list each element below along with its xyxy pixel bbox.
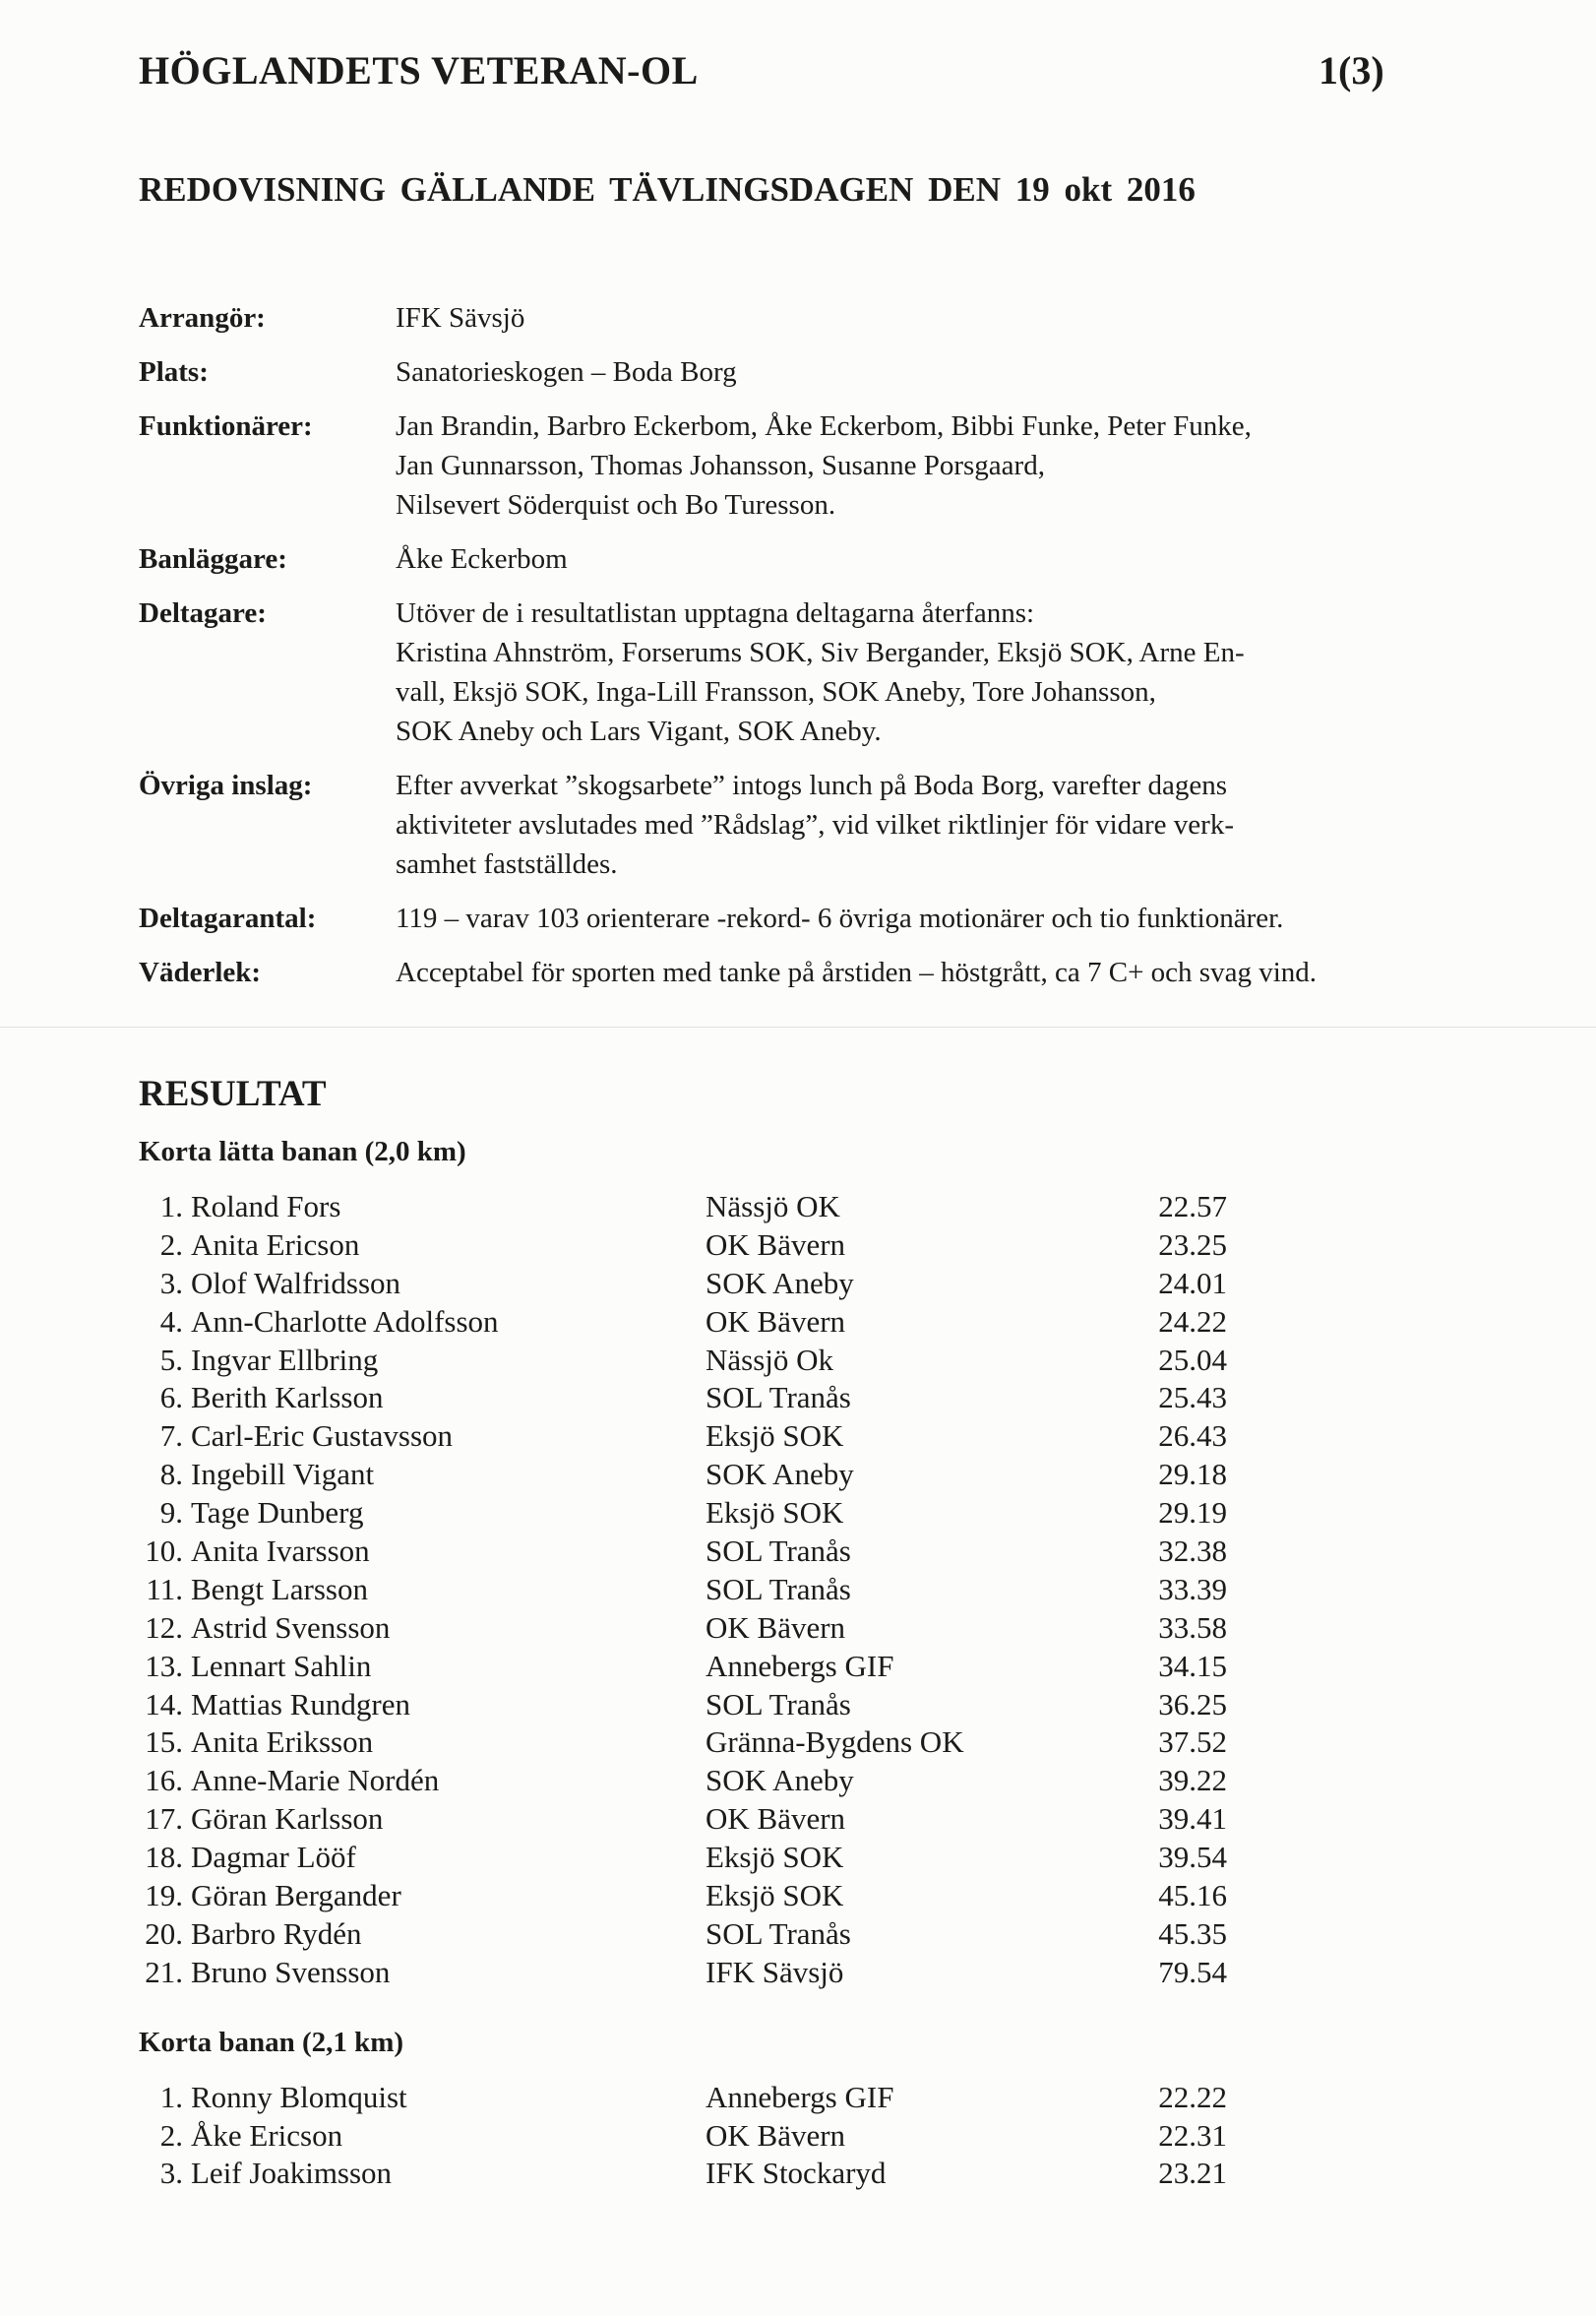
- result-club: SOK Aneby: [706, 1763, 854, 1798]
- result-row: [139, 1609, 1418, 1648]
- result-time: 45.35: [1158, 1915, 1227, 1951]
- result-time: 25.04: [1158, 1342, 1227, 1377]
- result-time: 39.41: [1158, 1801, 1227, 1837]
- info-row: [139, 953, 1516, 992]
- result-name: Anita Ivarsson: [191, 1534, 370, 1569]
- result-time: 23.25: [1158, 1226, 1227, 1262]
- result-place: 15.: [145, 1724, 183, 1760]
- result-row: [139, 1839, 1418, 1877]
- result-row: [139, 1800, 1418, 1839]
- info-value: Acceptabel för sporten med tanke på årstiden – höstgrått, ca 7 C+ och svag vind.: [396, 957, 1318, 988]
- result-name: Ann-Charlotte Adolfsson: [191, 1303, 499, 1339]
- info-label: Väderlek:: [139, 957, 262, 988]
- result-place: 6.: [159, 1380, 183, 1415]
- result-club: Nässjö OK: [706, 1189, 840, 1223]
- result-name: Göran Karlsson: [191, 1801, 384, 1837]
- result-row: [139, 1686, 1418, 1724]
- result-name: Tage Dunberg: [191, 1495, 364, 1531]
- result-row: [139, 1303, 1418, 1342]
- result-row: [139, 2079, 1418, 2117]
- result-row: [139, 1494, 1418, 1533]
- results-section: [139, 1073, 1418, 2222]
- result-time: 26.43: [1158, 1418, 1227, 1454]
- result-time: 23.21: [1158, 2156, 1227, 2191]
- result-time: 24.22: [1158, 1303, 1227, 1339]
- result-name: Anita Ericson: [191, 1226, 360, 1262]
- results-heading: RESULTAT: [139, 1074, 327, 1114]
- result-club: Eksjö SOK: [706, 1495, 844, 1531]
- course-title: Korta lätta banan (2,0 km): [139, 1136, 466, 1167]
- result-name: Roland Fors: [191, 1189, 341, 1223]
- result-place: 21.: [145, 1954, 183, 1989]
- result-place: 1.: [159, 1189, 183, 1223]
- result-club: SOL Tranås: [706, 1380, 851, 1415]
- info-row: [139, 899, 1516, 938]
- result-row: [139, 1571, 1418, 1609]
- result-section: [139, 1131, 1418, 1992]
- result-row: [139, 1456, 1418, 1494]
- result-name: Carl-Eric Gustavsson: [191, 1418, 454, 1454]
- result-club: IFK Sävsjö: [706, 1954, 844, 1989]
- info-label: Plats:: [139, 356, 209, 388]
- result-row: [139, 1379, 1418, 1417]
- result-club: OK Bävern: [706, 1303, 846, 1339]
- result-time: 25.43: [1158, 1380, 1227, 1415]
- result-club: Nässjö Ok: [706, 1342, 834, 1377]
- result-time: 32.38: [1158, 1534, 1227, 1569]
- result-time: 45.16: [1158, 1878, 1227, 1913]
- result-place: 4.: [159, 1303, 183, 1339]
- result-club: SOL Tranås: [706, 1686, 851, 1721]
- info-label: Deltagare:: [139, 597, 267, 629]
- info-row: [139, 539, 1516, 579]
- result-name: Bengt Larsson: [191, 1571, 368, 1606]
- result-section: [139, 2022, 1418, 2194]
- result-time: 22.31: [1158, 2117, 1227, 2153]
- result-row: [139, 1648, 1418, 1686]
- result-place: 2.: [159, 1226, 183, 1262]
- result-name: Ingebill Vigant: [191, 1457, 375, 1492]
- result-place: 13.: [145, 1648, 183, 1683]
- result-name: Bruno Svensson: [191, 1954, 391, 1989]
- result-club: SOL Tranås: [706, 1571, 851, 1606]
- result-name: Olof Walfridsson: [191, 1265, 401, 1300]
- fold-line: [0, 1027, 1596, 1028]
- result-row: [139, 1723, 1418, 1762]
- result-club: OK Bävern: [706, 1801, 846, 1837]
- result-time: 29.18: [1158, 1457, 1227, 1492]
- info-value: 119 – varav 103 orienterare -rekord- 6 övriga motionärer och tio funktionärer.: [396, 903, 1284, 934]
- info-value: Efter avverkat ”skogsarbete” intogs lunch på Boda Borg, varefter dagens aktiviteter avslutades med ”Rådslag”, vid vilket riktlinjer för vidare verk- samhet fastställdes.: [396, 770, 1234, 880]
- info-value: Utöver de i resultatlistan upptagna deltagarna återfanns: Kristina Ahnström, Forserums SOK, Siv Bergander, Eksjö SOK, Arne En- vall, Eksjö SOK, Inga-Lill Fransson, SOK Aneby, Tore Johansson, SOK Aneby och Lars Vigant, SOK Aneby.: [396, 597, 1245, 747]
- result-place: 9.: [159, 1495, 183, 1531]
- result-place: 8.: [159, 1457, 183, 1492]
- info-row: [139, 352, 1516, 392]
- result-name: Leif Joakimsson: [191, 2156, 393, 2191]
- result-time: 37.52: [1158, 1724, 1227, 1760]
- info-label: Övriga inslag:: [139, 770, 313, 801]
- info-label: Banläggare:: [139, 543, 287, 575]
- result-time: 39.22: [1158, 1763, 1227, 1798]
- result-row: [139, 1188, 1418, 1226]
- result-place: 14.: [145, 1686, 183, 1721]
- result-club: IFK Stockaryd: [706, 2156, 887, 2191]
- result-club: Annebergs GIF: [706, 2079, 894, 2114]
- info-value: Åke Eckerbom: [396, 543, 568, 575]
- result-row: [139, 1877, 1418, 1915]
- result-list: [139, 2079, 1418, 2194]
- event-info: [139, 298, 1516, 1007]
- result-name: Astrid Svensson: [191, 1609, 391, 1645]
- info-value: IFK Sävsjö: [396, 302, 525, 334]
- result-time: 79.54: [1158, 1954, 1227, 1989]
- result-place: 11.: [146, 1571, 183, 1606]
- document-title: HÖGLANDETS VETERAN-OL: [139, 48, 699, 93]
- result-club: Eksjö SOK: [706, 1840, 844, 1875]
- result-name: Lennart Sahlin: [191, 1648, 372, 1683]
- result-time: 39.54: [1158, 1840, 1227, 1875]
- result-row: [139, 2155, 1418, 2193]
- result-row: [139, 1417, 1418, 1456]
- result-list: [139, 1188, 1418, 1992]
- result-row: [139, 1762, 1418, 1800]
- result-place: 17.: [145, 1801, 183, 1837]
- info-value: Jan Brandin, Barbro Eckerbom, Åke Eckerbom, Bibbi Funke, Peter Funke, Jan Gunnarsson, Thomas Johansson, Susanne Porsgaard, Nilsevert Söderquist och Bo Turesson.: [396, 410, 1252, 521]
- result-place: 12.: [145, 1609, 183, 1645]
- result-place: 5.: [159, 1342, 183, 1377]
- result-place: 3.: [159, 1265, 183, 1300]
- info-row: [139, 594, 1516, 751]
- result-row: [139, 1342, 1418, 1380]
- result-club: SOL Tranås: [706, 1534, 851, 1569]
- result-place: 20.: [145, 1915, 183, 1951]
- result-name: Dagmar Lööf: [191, 1840, 356, 1875]
- result-time: 36.25: [1158, 1686, 1227, 1721]
- result-club: SOK Aneby: [706, 1265, 854, 1300]
- result-place: 16.: [145, 1763, 183, 1798]
- page-number: 1(3): [1319, 48, 1384, 93]
- result-place: 18.: [145, 1840, 183, 1875]
- result-name: Åke Ericson: [191, 2117, 343, 2153]
- info-row: [139, 407, 1516, 525]
- result-name: Barbro Rydén: [191, 1915, 362, 1951]
- result-time: 29.19: [1158, 1495, 1227, 1531]
- result-club: OK Bävern: [706, 1226, 846, 1262]
- info-label: Arrangör:: [139, 302, 266, 334]
- result-club: Gränna-Bygdens OK: [706, 1724, 964, 1760]
- info-row: [139, 766, 1516, 884]
- result-row: [139, 1954, 1418, 1992]
- result-club: OK Bävern: [706, 2117, 846, 2153]
- result-place: 3.: [159, 2156, 183, 2191]
- result-row: [139, 1533, 1418, 1571]
- result-row: [139, 1915, 1418, 1954]
- result-club: OK Bävern: [706, 1609, 846, 1645]
- info-row: [139, 298, 1516, 338]
- course-title: Korta banan (2,1 km): [139, 2026, 404, 2058]
- result-place: 1.: [159, 2079, 183, 2114]
- result-name: Anita Eriksson: [191, 1724, 374, 1760]
- info-value: Sanatorieskogen – Boda Borg: [396, 356, 737, 388]
- result-place: 2.: [159, 2117, 183, 2153]
- result-place: 7.: [159, 1418, 183, 1454]
- result-time: 34.15: [1158, 1648, 1227, 1683]
- result-place: 10.: [145, 1534, 183, 1569]
- results-sections: [139, 1131, 1418, 2193]
- result-club: Annebergs GIF: [706, 1648, 894, 1683]
- result-place: 19.: [145, 1878, 183, 1913]
- result-time: 22.22: [1158, 2079, 1227, 2114]
- result-name: Göran Bergander: [191, 1878, 401, 1913]
- info-label: Deltagarantal:: [139, 903, 317, 934]
- result-name: Mattias Rundgren: [191, 1686, 410, 1721]
- result-row: [139, 1226, 1418, 1265]
- result-row: [139, 2117, 1418, 2156]
- result-time: 24.01: [1158, 1265, 1227, 1300]
- result-name: Ingvar Ellbring: [191, 1342, 379, 1377]
- result-row: [139, 1265, 1418, 1303]
- result-name: Berith Karlsson: [191, 1380, 384, 1415]
- result-time: 22.57: [1158, 1189, 1227, 1223]
- info-label: Funktionärer:: [139, 410, 313, 442]
- result-name: Ronny Blomquist: [191, 2079, 407, 2114]
- document-subtitle: REDOVISNING GÄLLANDE TÄVLINGSDAGEN DEN 19 okt 2016: [139, 170, 1196, 209]
- result-club: Eksjö SOK: [706, 1878, 844, 1913]
- result-club: Eksjö SOK: [706, 1418, 844, 1454]
- result-name: Anne-Marie Nordén: [191, 1763, 440, 1798]
- result-time: 33.39: [1158, 1571, 1227, 1606]
- result-time: 33.58: [1158, 1609, 1227, 1645]
- result-club: SOL Tranås: [706, 1915, 851, 1951]
- result-club: SOK Aneby: [706, 1457, 854, 1492]
